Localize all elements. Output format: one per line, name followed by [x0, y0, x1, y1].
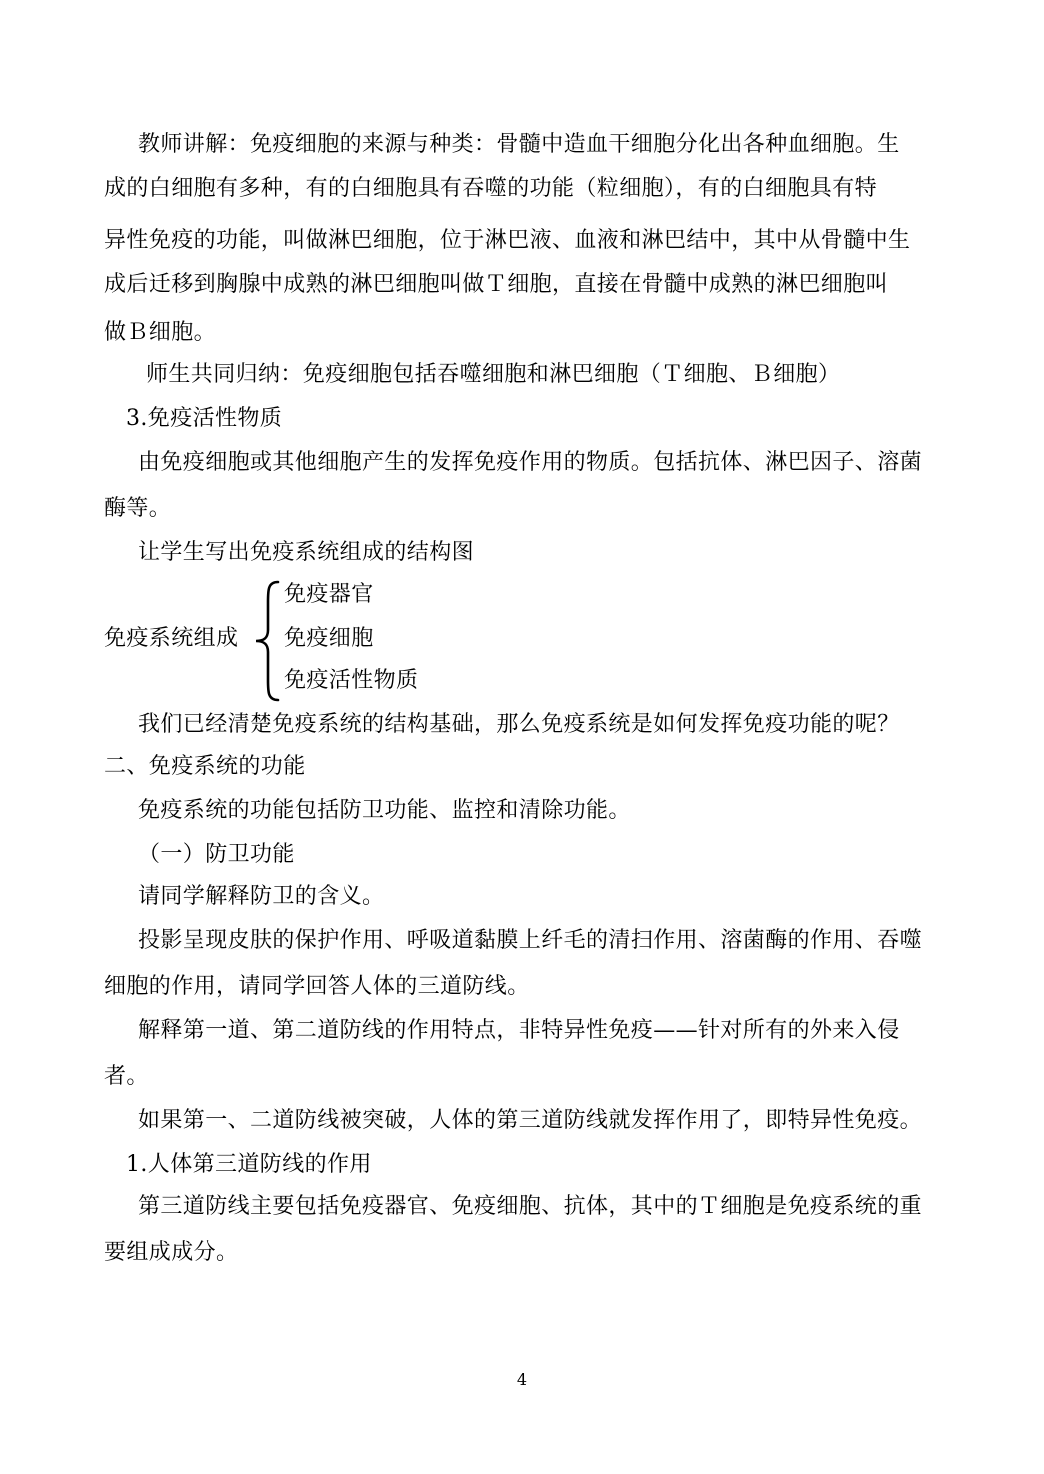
page-number: 4	[516, 1370, 528, 1389]
paragraph-line: 者。	[104, 1064, 149, 1089]
paragraph-line: 成的白细胞有多种，有的白细胞具有吞噬的功能（粒细胞），有的白细胞具有特	[104, 176, 878, 201]
paragraph-line: 由免疫细胞或其他细胞产生的发挥免疫作用的物质。包括抗体、淋巴因子、溶菌	[138, 450, 923, 475]
paragraph-line: 酶等。	[104, 496, 172, 521]
paragraph-line: 请同学解释防卫的含义。	[138, 884, 385, 909]
diagram-branch-cells: 免疫细胞	[284, 626, 374, 651]
paragraph-line: 如果第一、二道防线被突破，人体的第三道防线就发挥作用了，即特异性免疫。	[138, 1108, 923, 1133]
section-heading-3: 3.免疫活性物质	[126, 406, 283, 431]
paragraph-line: 我们已经清楚免疫系统的结构基础，那么免疫系统是如何发挥免疫功能的呢？	[138, 712, 900, 737]
left-brace-icon	[252, 580, 282, 702]
paragraph-line: 投影呈现皮肤的保护作用、呼吸道黏膜上纤毛的清扫作用、溶菌酶的作用、吞噬	[138, 928, 923, 953]
paragraph-line: 解释第一道、第二道防线的作用特点，非特异性免疫——针对所有的外来入侵	[138, 1018, 900, 1043]
paragraph-line: 要组成成分。	[104, 1240, 239, 1265]
diagram-root-label: 免疫系统组成	[104, 626, 239, 651]
section-heading-2: 二、免疫系统的功能	[104, 754, 306, 779]
subsection-heading: （一）防卫功能	[138, 842, 295, 867]
paragraph-line: 教师讲解：免疫细胞的来源与种类：骨髓中造血干细胞分化出各种血细胞。生	[138, 132, 900, 157]
diagram-branch-substances: 免疫活性物质	[284, 668, 419, 693]
paragraph-line: 成后迁移到胸腺中成熟的淋巴细胞叫做Ｔ细胞，直接在骨髓中成熟的淋巴细胞叫	[104, 272, 889, 297]
paragraph-line: 免疫系统的功能包括防卫功能、监控和清除功能。	[138, 798, 631, 823]
paragraph-line: 细胞的作用，请同学回答人体的三道防线。	[104, 974, 530, 999]
paragraph-line: 做Ｂ细胞。	[104, 320, 217, 345]
paragraph-line: 第三道防线主要包括免疫器官、免疫细胞、抗体，其中的Ｔ细胞是免疫系统的重	[138, 1194, 923, 1219]
section-heading-1: 1.人体第三道防线的作用	[126, 1152, 372, 1177]
paragraph-line: 异性免疫的功能，叫做淋巴细胞，位于淋巴液、血液和淋巴结中，其中从骨髓中生	[104, 228, 911, 253]
diagram-branch-organs: 免疫器官	[284, 582, 374, 607]
paragraph-line: 让学生写出免疫系统组成的结构图	[138, 540, 475, 565]
summary-line: 师生共同归纳：免疫细胞包括吞噬细胞和淋巴细胞（Ｔ细胞、Ｂ细胞）	[146, 362, 841, 387]
